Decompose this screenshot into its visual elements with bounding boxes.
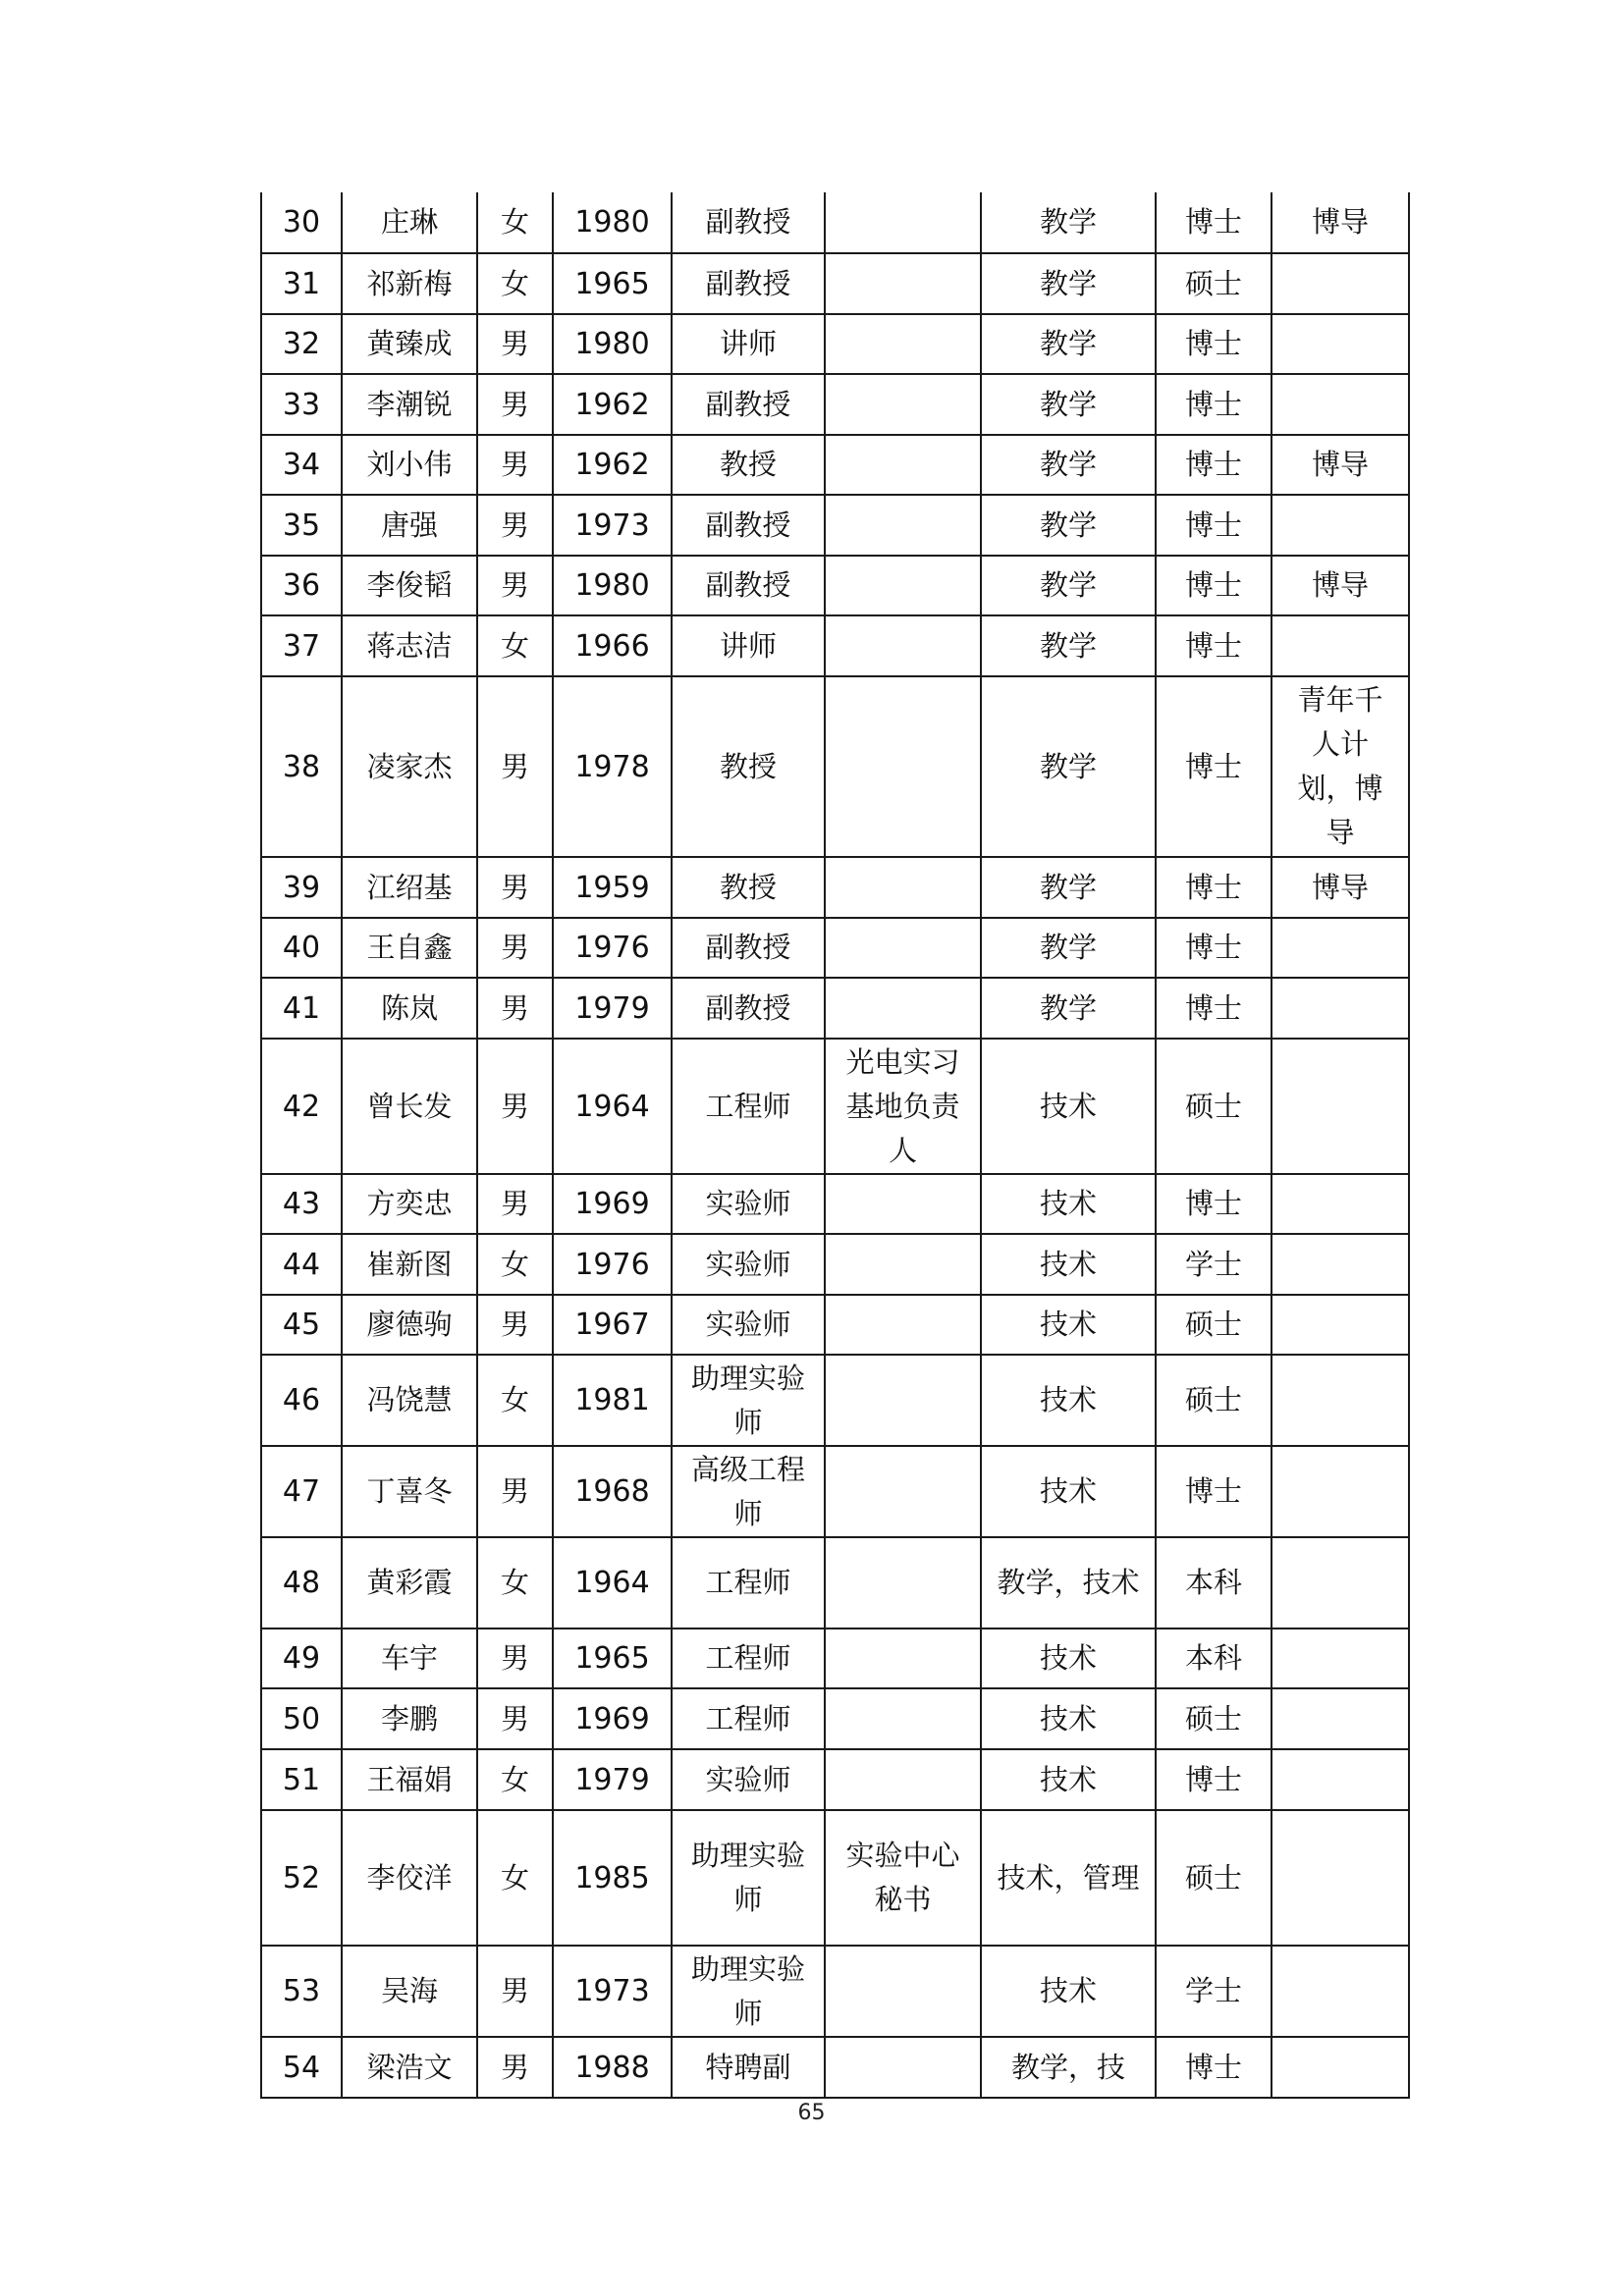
gender-cell: 女 (477, 1810, 553, 1946)
gender-cell: 男 (477, 314, 553, 374)
staff-name-cell: 陈岚 (342, 978, 477, 1039)
position-cell (825, 676, 981, 857)
job-title-cell: 讲师 (672, 615, 825, 676)
position-cell (825, 253, 981, 314)
remark-cell (1271, 1174, 1409, 1234)
position-cell (825, 857, 981, 918)
remark-cell (1271, 1039, 1409, 1174)
position-cell (825, 314, 981, 374)
staff-name-cell: 江绍基 (342, 857, 477, 918)
row-number-cell: 40 (261, 918, 342, 978)
staff-name-cell: 梁浩文 (342, 2037, 477, 2098)
table-row (261, 1946, 1409, 2037)
degree-cell: 硕士 (1156, 1688, 1271, 1749)
remark-cell (1271, 1295, 1409, 1355)
work-type-cell: 技术 (981, 1629, 1156, 1688)
position-cell (825, 2037, 981, 2098)
gender-cell: 男 (477, 1629, 553, 1688)
remark-cell: 博导 (1271, 435, 1409, 495)
staff-name-cell: 黄臻成 (342, 314, 477, 374)
table-row (261, 1295, 1409, 1355)
row-number-cell: 44 (261, 1234, 342, 1295)
remark-cell (1271, 918, 1409, 978)
remark-cell (1271, 374, 1409, 435)
staff-name-cell: 祁新梅 (342, 253, 477, 314)
birth-year-cell: 1978 (553, 676, 672, 857)
remark-cell: 博导 (1271, 857, 1409, 918)
position-cell (825, 1295, 981, 1355)
remark-cell (1271, 1749, 1409, 1810)
row-number-cell: 33 (261, 374, 342, 435)
page-number: 65 (797, 2101, 826, 2125)
degree-cell: 硕士 (1156, 1355, 1271, 1446)
row-number-cell: 49 (261, 1629, 342, 1688)
birth-year-cell: 1988 (553, 2037, 672, 2098)
remark-cell (1271, 1946, 1409, 2037)
staff-name-cell: 吴海 (342, 1946, 477, 2037)
work-type-cell: 技术 (981, 1234, 1156, 1295)
job-title-cell: 讲师 (672, 314, 825, 374)
table-row (261, 253, 1409, 314)
gender-cell: 男 (477, 1039, 553, 1174)
work-type-cell: 教学 (981, 435, 1156, 495)
birth-year-cell: 1979 (553, 1749, 672, 1810)
job-title-cell: 实验师 (672, 1295, 825, 1355)
gender-cell: 男 (477, 1174, 553, 1234)
staff-name-cell: 王福娟 (342, 1749, 477, 1810)
table-row (261, 314, 1409, 374)
degree-cell: 博士 (1156, 918, 1271, 978)
table-row (261, 1355, 1409, 1446)
degree-cell: 硕士 (1156, 253, 1271, 314)
job-title-cell: 助理实验师 (672, 1810, 825, 1946)
job-title-cell: 教授 (672, 676, 825, 857)
work-type-cell: 技术 (981, 1446, 1156, 1537)
degree-cell: 学士 (1156, 1234, 1271, 1295)
remark-cell (1271, 2037, 1409, 2098)
row-number-cell: 34 (261, 435, 342, 495)
work-type-cell: 技术 (981, 1688, 1156, 1749)
birth-year-cell: 1962 (553, 435, 672, 495)
table-row (261, 495, 1409, 556)
staff-name-cell: 王自鑫 (342, 918, 477, 978)
table-row (261, 435, 1409, 495)
position-cell (825, 1629, 981, 1688)
row-number-cell: 38 (261, 676, 342, 857)
position-cell (825, 374, 981, 435)
gender-cell: 男 (477, 676, 553, 857)
position-cell (825, 918, 981, 978)
remark-cell (1271, 1355, 1409, 1446)
staff-name-cell: 唐强 (342, 495, 477, 556)
work-type-cell: 教学 (981, 978, 1156, 1039)
row-number-cell: 52 (261, 1810, 342, 1946)
row-number-cell: 31 (261, 253, 342, 314)
row-number-cell: 41 (261, 978, 342, 1039)
job-title-cell: 副教授 (672, 918, 825, 978)
work-type-cell: 技术 (981, 1749, 1156, 1810)
staff-name-cell: 凌家杰 (342, 676, 477, 857)
row-number-cell: 47 (261, 1446, 342, 1537)
work-type-cell: 技术 (981, 1174, 1156, 1234)
gender-cell: 男 (477, 978, 553, 1039)
remark-cell: 青年千人计划，博导 (1271, 676, 1409, 857)
gender-cell: 男 (477, 857, 553, 918)
table-row (261, 615, 1409, 676)
degree-cell: 本科 (1156, 1537, 1271, 1629)
staff-name-cell: 丁喜冬 (342, 1446, 477, 1537)
row-number-cell: 45 (261, 1295, 342, 1355)
work-type-cell: 教学 (981, 615, 1156, 676)
work-type-cell: 教学 (981, 495, 1156, 556)
gender-cell: 男 (477, 435, 553, 495)
job-title-cell: 助理实验师 (672, 1946, 825, 2037)
degree-cell: 博士 (1156, 857, 1271, 918)
birth-year-cell: 1973 (553, 495, 672, 556)
remark-cell (1271, 978, 1409, 1039)
birth-year-cell: 1976 (553, 918, 672, 978)
position-cell (825, 192, 981, 253)
table-row (261, 1039, 1409, 1174)
table-row (261, 918, 1409, 978)
work-type-cell: 教学 (981, 374, 1156, 435)
position-cell (825, 1688, 981, 1749)
table-row (261, 1629, 1409, 1688)
table-row (261, 1446, 1409, 1537)
staff-name-cell: 方奕忠 (342, 1174, 477, 1234)
gender-cell: 男 (477, 1446, 553, 1537)
birth-year-cell: 1979 (553, 978, 672, 1039)
table-row (261, 978, 1409, 1039)
row-number-cell: 46 (261, 1355, 342, 1446)
birth-year-cell: 1980 (553, 192, 672, 253)
work-type-cell: 教学，技术 (981, 1537, 1156, 1629)
row-number-cell: 51 (261, 1749, 342, 1810)
degree-cell: 学士 (1156, 1946, 1271, 2037)
gender-cell: 女 (477, 1537, 553, 1629)
gender-cell: 女 (477, 1355, 553, 1446)
row-number-cell: 42 (261, 1039, 342, 1174)
job-title-cell: 实验师 (672, 1234, 825, 1295)
staff-name-cell: 李佼洋 (342, 1810, 477, 1946)
remark-cell (1271, 314, 1409, 374)
birth-year-cell: 1973 (553, 1946, 672, 2037)
staff-name-cell: 黄彩霞 (342, 1537, 477, 1629)
birth-year-cell: 1966 (553, 615, 672, 676)
position-cell (825, 978, 981, 1039)
row-number-cell: 54 (261, 2037, 342, 2098)
gender-cell: 女 (477, 1749, 553, 1810)
row-number-cell: 30 (261, 192, 342, 253)
work-type-cell: 教学，技 (981, 2037, 1156, 2098)
staff-name-cell: 庄琳 (342, 192, 477, 253)
birth-year-cell: 1985 (553, 1810, 672, 1946)
work-type-cell: 教学 (981, 857, 1156, 918)
degree-cell: 博士 (1156, 1446, 1271, 1537)
gender-cell: 男 (477, 918, 553, 978)
table-row (261, 1688, 1409, 1749)
job-title-cell: 副教授 (672, 192, 825, 253)
birth-year-cell: 1962 (553, 374, 672, 435)
staff-name-cell: 蒋志洁 (342, 615, 477, 676)
row-number-cell: 48 (261, 1537, 342, 1629)
degree-cell: 博士 (1156, 495, 1271, 556)
gender-cell: 男 (477, 374, 553, 435)
degree-cell: 博士 (1156, 556, 1271, 615)
gender-cell: 男 (477, 495, 553, 556)
degree-cell: 博士 (1156, 1749, 1271, 1810)
degree-cell: 博士 (1156, 374, 1271, 435)
birth-year-cell: 1969 (553, 1688, 672, 1749)
work-type-cell: 技术 (981, 1355, 1156, 1446)
position-cell (825, 1174, 981, 1234)
birth-year-cell: 1976 (553, 1234, 672, 1295)
position-cell (825, 435, 981, 495)
position-cell (825, 1749, 981, 1810)
table-row (261, 1234, 1409, 1295)
work-type-cell: 教学 (981, 253, 1156, 314)
row-number-cell: 39 (261, 857, 342, 918)
remark-cell (1271, 615, 1409, 676)
row-number-cell: 32 (261, 314, 342, 374)
staff-table (260, 192, 1410, 2099)
job-title-cell: 副教授 (672, 374, 825, 435)
staff-name-cell: 崔新图 (342, 1234, 477, 1295)
job-title-cell: 教授 (672, 435, 825, 495)
remark-cell: 博导 (1271, 192, 1409, 253)
work-type-cell: 教学 (981, 918, 1156, 978)
job-title-cell: 工程师 (672, 1039, 825, 1174)
remark-cell (1271, 1234, 1409, 1295)
birth-year-cell: 1980 (553, 314, 672, 374)
job-title-cell: 实验师 (672, 1174, 825, 1234)
work-type-cell: 教学 (981, 676, 1156, 857)
degree-cell: 本科 (1156, 1629, 1271, 1688)
job-title-cell: 副教授 (672, 495, 825, 556)
gender-cell: 女 (477, 192, 553, 253)
remark-cell: 博导 (1271, 556, 1409, 615)
birth-year-cell: 1981 (553, 1355, 672, 1446)
staff-table-body (261, 192, 1409, 2098)
degree-cell: 博士 (1156, 615, 1271, 676)
position-cell (825, 1234, 981, 1295)
work-type-cell: 技术 (981, 1295, 1156, 1355)
staff-name-cell: 李俊韬 (342, 556, 477, 615)
birth-year-cell: 1965 (553, 253, 672, 314)
work-type-cell: 教学 (981, 192, 1156, 253)
birth-year-cell: 1959 (553, 857, 672, 918)
degree-cell: 博士 (1156, 435, 1271, 495)
degree-cell: 硕士 (1156, 1039, 1271, 1174)
work-type-cell: 技术，管理 (981, 1810, 1156, 1946)
table-row (261, 556, 1409, 615)
remark-cell (1271, 1629, 1409, 1688)
birth-year-cell: 1965 (553, 1629, 672, 1688)
staff-name-cell: 刘小伟 (342, 435, 477, 495)
degree-cell: 博士 (1156, 978, 1271, 1039)
work-type-cell: 教学 (981, 556, 1156, 615)
position-cell (825, 556, 981, 615)
degree-cell: 博士 (1156, 676, 1271, 857)
job-title-cell: 工程师 (672, 1688, 825, 1749)
table-row (261, 374, 1409, 435)
table-row (261, 1174, 1409, 1234)
remark-cell (1271, 1446, 1409, 1537)
job-title-cell: 高级工程师 (672, 1446, 825, 1537)
birth-year-cell: 1969 (553, 1174, 672, 1234)
row-number-cell: 43 (261, 1174, 342, 1234)
degree-cell: 硕士 (1156, 1810, 1271, 1946)
position-cell (825, 1537, 981, 1629)
job-title-cell: 副教授 (672, 253, 825, 314)
job-title-cell: 助理实验师 (672, 1355, 825, 1446)
position-cell (825, 615, 981, 676)
gender-cell: 男 (477, 1946, 553, 2037)
remark-cell (1271, 1537, 1409, 1629)
remark-cell (1271, 253, 1409, 314)
work-type-cell: 技术 (981, 1039, 1156, 1174)
job-title-cell: 特聘副 (672, 2037, 825, 2098)
degree-cell: 博士 (1156, 314, 1271, 374)
row-number-cell: 53 (261, 1946, 342, 2037)
work-type-cell: 教学 (981, 314, 1156, 374)
table-row (261, 676, 1409, 857)
birth-year-cell: 1964 (553, 1039, 672, 1174)
birth-year-cell: 1964 (553, 1537, 672, 1629)
position-cell: 实验中心秘书 (825, 1810, 981, 1946)
degree-cell: 博士 (1156, 2037, 1271, 2098)
gender-cell: 女 (477, 615, 553, 676)
remark-cell (1271, 1688, 1409, 1749)
row-number-cell: 35 (261, 495, 342, 556)
position-cell: 光电实习基地负责人 (825, 1039, 981, 1174)
staff-name-cell: 曾长发 (342, 1039, 477, 1174)
table-row (261, 1749, 1409, 1810)
gender-cell: 女 (477, 1234, 553, 1295)
position-cell (825, 495, 981, 556)
position-cell (825, 1946, 981, 2037)
job-title-cell: 工程师 (672, 1537, 825, 1629)
degree-cell: 博士 (1156, 1174, 1271, 1234)
job-title-cell: 教授 (672, 857, 825, 918)
gender-cell: 男 (477, 556, 553, 615)
staff-name-cell: 车宇 (342, 1629, 477, 1688)
remark-cell (1271, 1810, 1409, 1946)
position-cell (825, 1355, 981, 1446)
job-title-cell: 实验师 (672, 1749, 825, 1810)
position-cell (825, 1446, 981, 1537)
staff-name-cell: 冯饶慧 (342, 1355, 477, 1446)
table-row (261, 1810, 1409, 1946)
degree-cell: 博士 (1156, 192, 1271, 253)
birth-year-cell: 1967 (553, 1295, 672, 1355)
degree-cell: 硕士 (1156, 1295, 1271, 1355)
birth-year-cell: 1968 (553, 1446, 672, 1537)
birth-year-cell: 1980 (553, 556, 672, 615)
job-title-cell: 副教授 (672, 978, 825, 1039)
table-row (261, 857, 1409, 918)
remark-cell (1271, 495, 1409, 556)
gender-cell: 男 (477, 1295, 553, 1355)
gender-cell: 男 (477, 1688, 553, 1749)
table-row (261, 192, 1409, 253)
staff-name-cell: 李鹏 (342, 1688, 477, 1749)
work-type-cell: 技术 (981, 1946, 1156, 2037)
gender-cell: 女 (477, 253, 553, 314)
staff-name-cell: 李潮锐 (342, 374, 477, 435)
row-number-cell: 36 (261, 556, 342, 615)
row-number-cell: 37 (261, 615, 342, 676)
gender-cell: 男 (477, 2037, 553, 2098)
row-number-cell: 50 (261, 1688, 342, 1749)
table-row (261, 1537, 1409, 1629)
job-title-cell: 副教授 (672, 556, 825, 615)
table-row (261, 2037, 1409, 2098)
staff-name-cell: 廖德驹 (342, 1295, 477, 1355)
job-title-cell: 工程师 (672, 1629, 825, 1688)
